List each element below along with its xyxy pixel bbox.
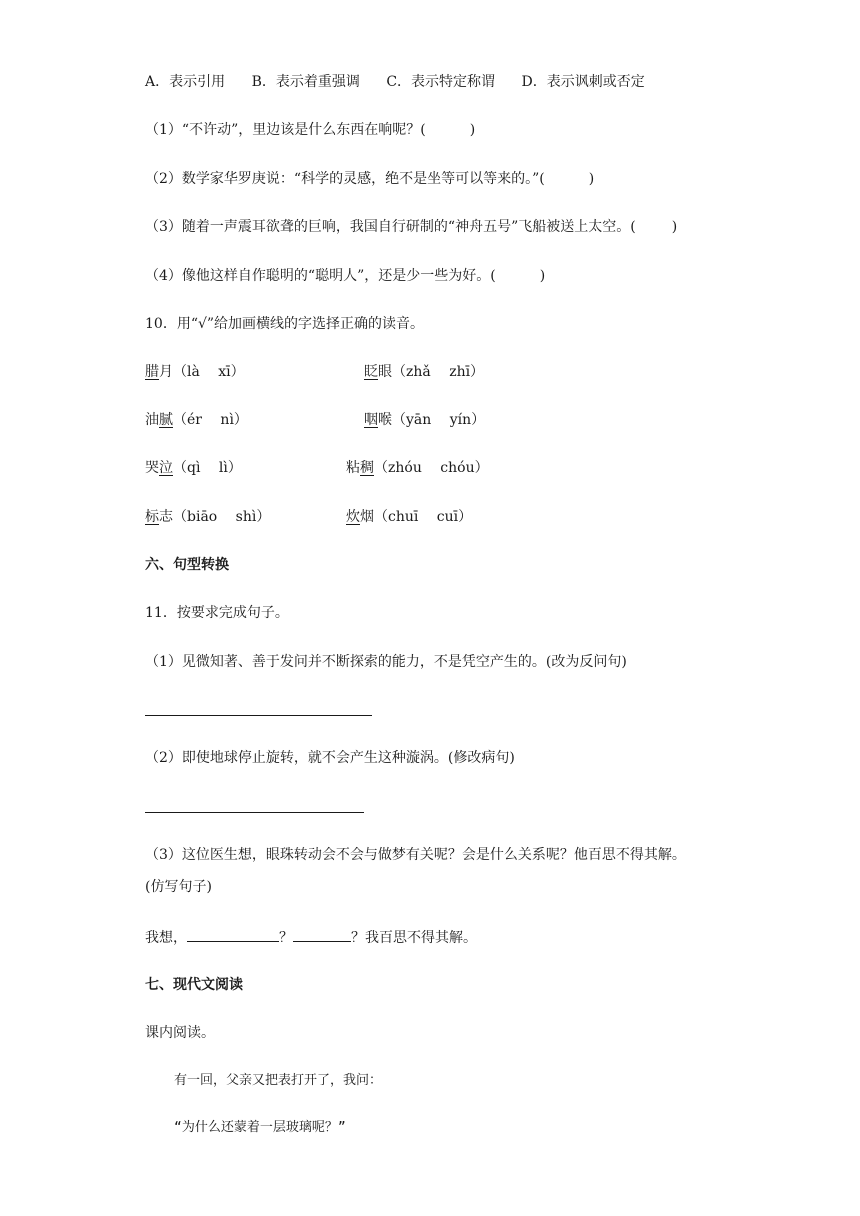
fill-blank-1[interactable] <box>187 927 279 942</box>
pinyin-row-4-left: 标志（biāo shì） <box>145 509 271 525</box>
q10-title: 10．用“√”给加画横线的字选择正确的读音。 <box>145 316 425 332</box>
pinyin-row-2-right: 咽喉（yān yín） <box>364 412 486 428</box>
q11-sentence-2: （2）即使地球停止旋转，就不会产生这种漩涡。(修改病句) <box>145 750 515 766</box>
q11-sentence-3-note: (仿写句子) <box>145 879 212 895</box>
answer-line-2[interactable] <box>145 812 364 813</box>
q9-item-1: （1）“不许动”，里边该是什么东西在响呢？( ) <box>145 122 476 138</box>
pinyin-row-2-left: 油腻（ér nì） <box>145 412 248 428</box>
q9-options <box>145 72 645 92</box>
pinyin-row-3-left: 哭泣（qì lì） <box>145 460 242 476</box>
fill-blank-2[interactable] <box>293 927 351 942</box>
answer-line-1[interactable] <box>145 715 372 716</box>
section-6-heading: 六、句型转换 <box>145 557 229 573</box>
pinyin-row-1-right: 眨眼（zhǎ zhī） <box>364 364 485 380</box>
q9-item-3: （3）随着一声震耳欲聋的巨响，我国自行研制的“神舟五号”飞船被送上太空。( ) <box>145 219 678 235</box>
option-c: C．表示特定称谓 <box>386 74 496 90</box>
q11-title: 11．按要求完成句子。 <box>145 605 289 621</box>
q9-item-4: （4）像他这样自作聪明的“聪明人”，还是少一些为好。( ) <box>145 268 546 284</box>
reading-intro: 课内阅读。 <box>145 1025 215 1041</box>
q9-item-2: （2）数学家华罗庚说：“科学的灵感，绝不是坐等可以等来的。”( ) <box>145 171 595 187</box>
reading-paragraph-1: 有一回，父亲又把表打开了，我问： <box>174 1073 383 1088</box>
pinyin-row-1-left: 腊月（là xī） <box>145 364 245 380</box>
option-b: B．表示着重强调 <box>251 74 360 90</box>
q11-sentence-1: （1）见微知著、善于发问并不断探索的能力，不是凭空产生的。(改为反问句) <box>145 654 627 670</box>
q11-fill-line: 我想， ？ ？我百思不得其解。 <box>145 927 477 948</box>
option-a: A．表示引用 <box>145 74 226 90</box>
pinyin-row-4-right: 炊烟（chuī cuī） <box>346 509 473 525</box>
pinyin-row-3-right: 粘稠（zhóu chóu） <box>346 460 489 476</box>
option-d: D．表示讽刺或否定 <box>521 74 645 90</box>
q11-sentence-3: （3）这位医生想，眼珠转动会不会与做梦有关呢？会是什么关系呢？他百思不得其解。 <box>145 847 686 863</box>
section-7-heading: 七、现代文阅读 <box>145 977 243 993</box>
reading-paragraph-2: “为什么还蒙着一层玻璃呢？” <box>174 1120 346 1135</box>
